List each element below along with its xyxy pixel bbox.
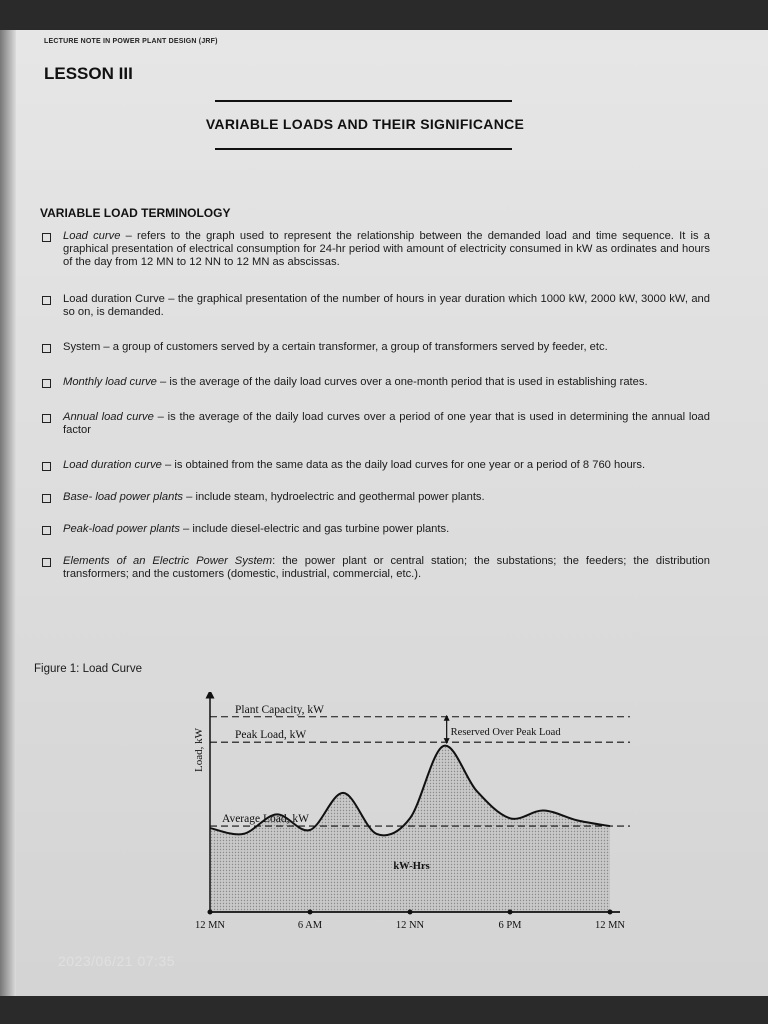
- x-tick-label: 12 NN: [395, 920, 425, 931]
- reserved-over-peak-label: Reserved Over Peak Load: [450, 726, 561, 738]
- list-item-text: [63, 523, 710, 536]
- term-definition: – include diesel-electric and gas turbine power plants.: [179, 523, 450, 535]
- lecture-note-page: [0, 30, 768, 996]
- list-item: [40, 523, 710, 536]
- term-name: Monthly load curve: [63, 376, 157, 388]
- list-item: [40, 491, 710, 504]
- checkbox-bullet-icon: [42, 296, 51, 305]
- peak-load-label: Peak Load, kW: [235, 729, 307, 742]
- checkbox-bullet-icon: [42, 344, 51, 353]
- list-item-text: [63, 341, 710, 354]
- checkbox-bullet-icon: [42, 414, 51, 423]
- x-tick-label: 12 MN: [194, 920, 226, 931]
- term-definition: System – a group of customers served by a certain transformer, a group of transformers served by feeder, etc.: [63, 341, 608, 353]
- term-definition: – is the average of the daily load curves over a one-month period that is used in establishing rates.: [156, 376, 648, 388]
- terminology-list: [40, 230, 710, 581]
- photo-timestamp: 2023/06/21 07:35: [58, 953, 175, 969]
- term-name: Peak-load power plants: [63, 523, 180, 535]
- list-item-text: [63, 555, 710, 581]
- load-curve-chart: [180, 692, 650, 940]
- book-spine-shadow: [0, 30, 16, 996]
- title-rule-bottom: [215, 148, 512, 150]
- running-header: LECTURE NOTE IN POWER PLANT DESIGN (JRF): [44, 38, 218, 45]
- term-definition: – is the average of the daily load curves over a period of one year that is used in determining the annual load factor: [63, 411, 710, 436]
- x-tick-label: 12 MN: [594, 920, 626, 931]
- list-item: [40, 376, 710, 389]
- x-tick-dot: [508, 910, 513, 915]
- section-heading: VARIABLE LOAD TERMINOLOGY: [40, 206, 231, 220]
- checkbox-bullet-icon: [42, 379, 51, 388]
- list-item-text: [63, 411, 710, 437]
- figure-caption: Figure 1: Load Curve: [34, 663, 143, 675]
- average-load-label: Average Load, kW: [222, 813, 309, 826]
- kw-hrs-label: kW-Hrs: [393, 861, 430, 873]
- list-item: [40, 293, 710, 319]
- term-name: Annual load curve: [63, 411, 154, 423]
- x-tick-dot: [308, 910, 313, 915]
- x-tick-label: 6 AM: [297, 920, 323, 931]
- list-item: [40, 411, 710, 437]
- list-item-text: [63, 293, 710, 319]
- load-area-fill: [210, 746, 610, 912]
- x-tick-dot: [408, 910, 413, 915]
- checkbox-bullet-icon: [42, 558, 51, 567]
- term-definition: Load duration Curve – the graphical presentation of the number of hours in year duration which 1000 kW, 2000 kW, 3000 kW, and so on, is demanded.: [63, 293, 710, 318]
- lesson-number: LESSON III: [44, 64, 133, 83]
- term-definition: – is obtained from the same data as the daily load curves for one year or a period of 8 760 hours.: [161, 459, 646, 471]
- page-title: VARIABLE LOADS AND THEIR SIGNIFICANCE: [205, 116, 525, 132]
- checkbox-bullet-icon: [42, 462, 51, 471]
- term-name: Elements of an Electric Power System: [63, 555, 273, 567]
- list-item-text: [63, 376, 710, 389]
- x-tick-dot: [208, 910, 213, 915]
- term-definition: – include steam, hydroelectric and geothermal power plants.: [183, 491, 485, 503]
- term-definition: : the power plant or central station; the substations; the feeders; the distribution transformers; and the customers (domestic, industrial, commercial, etc.).: [63, 555, 710, 580]
- list-item: [40, 459, 710, 472]
- list-item-text: [63, 230, 710, 269]
- checkbox-bullet-icon: [42, 233, 51, 242]
- list-item-text: [63, 459, 710, 472]
- list-item-text: [63, 491, 710, 504]
- term-definition: – refers to the graph used to represent the relationship between the demanded load and time sequence. It is a graphical presentation of electrical consumption for 24-hr period with amount of electricity consumed in kW as ordinates and hours of the day from 12 MN to 12 NN to 12 MN as abscissas.: [63, 230, 710, 268]
- list-item: [40, 555, 710, 581]
- list-item: [40, 341, 710, 354]
- checkbox-bullet-icon: [42, 494, 51, 503]
- checkbox-bullet-icon: [42, 526, 51, 535]
- title-rule-top: [215, 100, 512, 102]
- list-item: [40, 230, 710, 269]
- term-name: Load duration curve: [63, 459, 162, 471]
- x-tick-dot: [608, 910, 613, 915]
- x-tick-label: 6 PM: [498, 920, 522, 931]
- term-name: Base- load power plants: [63, 491, 184, 503]
- y-axis-label: Load, kW: [193, 728, 205, 772]
- plant-capacity-label: Plant Capacity, kW: [235, 703, 324, 716]
- term-name: Load curve: [63, 230, 121, 242]
